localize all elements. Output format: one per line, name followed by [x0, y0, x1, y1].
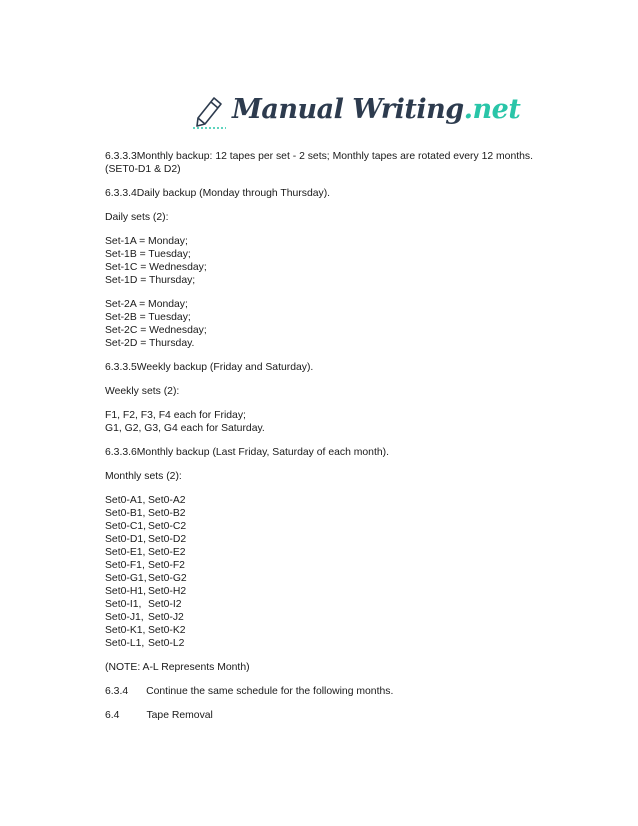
set-second: Set0-B2 [148, 508, 186, 519]
list-item: G1, G2, G3, G4 each for Saturday. [105, 423, 265, 434]
monthly-intro [105, 150, 585, 176]
list-item: Set-2A = Monday; [105, 299, 188, 310]
section-tape-removal [105, 709, 585, 722]
list-item [105, 546, 585, 559]
list-item [105, 585, 585, 598]
set-first: Set0-H1, [105, 586, 147, 597]
document-body [105, 150, 585, 733]
set-first: Set0-G1, [105, 573, 147, 584]
set-second: Set0-F2 [148, 560, 185, 571]
set-first: Set0-J1, [105, 612, 144, 623]
monthly-heading: 6.3.3.6Monthly backup (Last Friday, Saturday of each month). [105, 447, 389, 458]
list-item: Set-1A = Monday; [105, 236, 188, 247]
list-item [105, 598, 585, 611]
list-item [105, 611, 585, 624]
set-first: Set0-L1, [105, 638, 145, 649]
list-item [105, 624, 585, 637]
section-text: Continue the same schedule for the following months. [146, 686, 394, 697]
list-item [105, 520, 585, 533]
list-item: F1, F2, F3, F4 each for Friday; [105, 410, 246, 421]
monthly-sets [105, 494, 585, 650]
daily-heading: 6.3.3.4Daily backup (Monday through Thursday). [105, 188, 331, 199]
set-second: Set0-K2 [148, 625, 186, 636]
list-item: Set-1C = Wednesday; [105, 262, 207, 273]
list-item: Set-2B = Tuesday; [105, 312, 191, 323]
site-logo [190, 92, 521, 136]
set-second: Set0-J2 [148, 612, 184, 623]
set-first: Set0-C1, [105, 521, 147, 532]
set-second: Set0-L2 [148, 638, 185, 649]
weekly-sets [105, 409, 585, 435]
set-second: Set0-H2 [148, 586, 187, 597]
set-first: Set0-K1, [105, 625, 146, 636]
list-item: Set-1D = Thursday; [105, 275, 196, 286]
list-item [105, 533, 585, 546]
list-item [105, 637, 585, 650]
set-first: Set0-B1, [105, 508, 146, 519]
daily-sets-label: Daily sets (2): [105, 212, 169, 223]
list-item [105, 559, 585, 572]
set-first: Set0-F1, [105, 560, 145, 571]
list-item: Set-1B = Tuesday; [105, 249, 191, 260]
monthly-intro-line: (SET0-D1 & D2) [105, 164, 181, 175]
set-second: Set0-E2 [148, 547, 186, 558]
section-continue [105, 685, 585, 698]
list-item [105, 572, 585, 585]
set-first: Set0-I1, [105, 599, 142, 610]
set-first: Set0-E1, [105, 547, 146, 558]
list-item: Set-2C = Wednesday; [105, 325, 207, 336]
monthly-intro-line: 6.3.3.3Monthly backup: 12 tapes per set - 2 sets; Monthly tapes are rotated every 12 months. [105, 151, 533, 162]
daily-set-1 [105, 235, 585, 287]
set-first: Set0-D1, [105, 534, 147, 545]
daily-set-2 [105, 298, 585, 350]
logo-tld: .net [463, 94, 521, 125]
monthly-sets-label: Monthly sets (2): [105, 471, 182, 482]
list-item [105, 507, 585, 520]
weekly-sets-label: Weekly sets (2): [105, 386, 180, 397]
logo-wordmark [232, 94, 520, 125]
section-number: 6.4 [105, 710, 120, 721]
list-item [105, 494, 585, 507]
set-second: Set0-I2 [148, 599, 182, 610]
list-item: Set-2D = Thursday. [105, 338, 195, 349]
note: (NOTE: A-L Represents Month) [105, 662, 250, 673]
section-text: Tape Removal [146, 710, 213, 721]
section-number: 6.3.4 [105, 686, 129, 697]
set-second: Set0-C2 [148, 521, 187, 532]
set-first: Set0-A1, [105, 495, 146, 506]
logo-brand: Manual Writing [232, 94, 464, 125]
set-second: Set0-D2 [148, 534, 187, 545]
weekly-heading: 6.3.3.5Weekly backup (Friday and Saturday). [105, 362, 314, 373]
set-second: Set0-A2 [148, 495, 186, 506]
set-second: Set0-G2 [148, 573, 187, 584]
pencil-icon [190, 92, 228, 130]
